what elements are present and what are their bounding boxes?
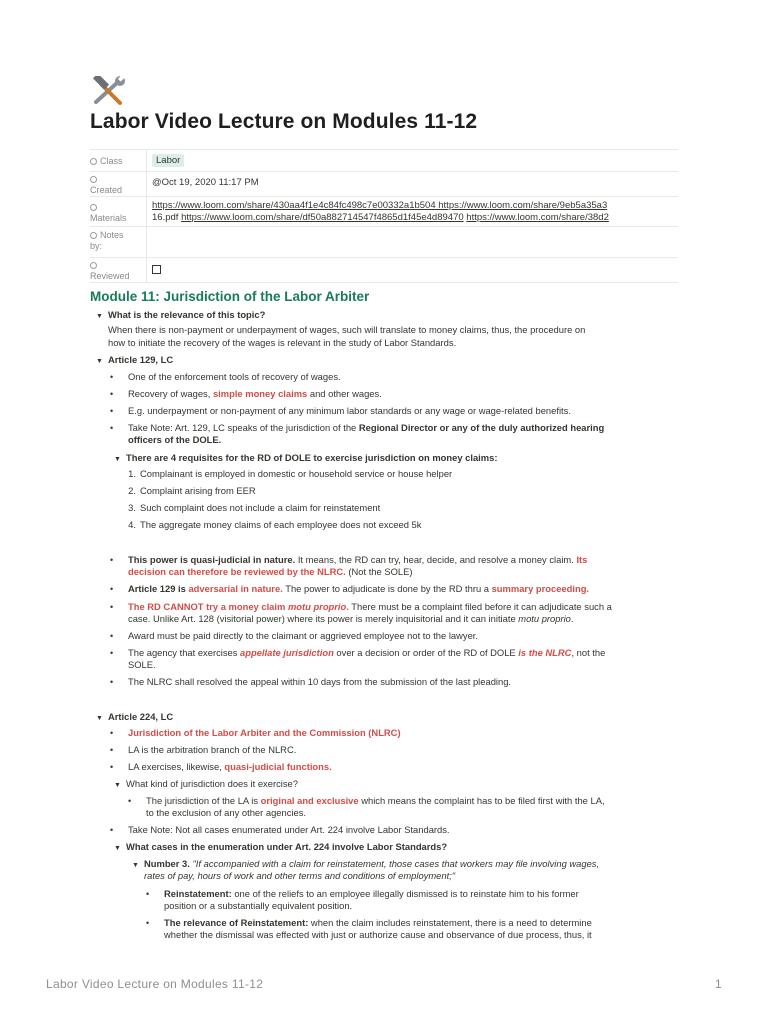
property-value-reviewed <box>152 258 678 282</box>
list-item: •LA is the arbitration branch of the NLRC. <box>110 744 296 756</box>
footer-title: Labor Video Lecture on Modules 11-12 <box>46 977 264 991</box>
toggle-triangle-icon[interactable]: ▼ <box>96 715 103 722</box>
list-item: •E.g. underpayment or non-payment of any minimum labor standards or any wage or wage-related benefits. <box>110 405 571 417</box>
list-item-continuation: to the exclusion of any other agencies. <box>146 807 306 818</box>
materials-link-2[interactable]: https://www.loom.com/share/df50a882714547f4865d1f45e4d89470 <box>181 212 464 223</box>
number-3-continuation: rates of pay, hours of work and other terms and conditions of employment;" <box>144 870 456 881</box>
toggle-relevance[interactable]: ▼ What is the relevance of this topic? <box>96 309 265 323</box>
property-name-notes: Notes by: <box>90 227 147 257</box>
notes-icon <box>90 232 97 239</box>
list-item-continuation: officers of the DOLE. <box>128 434 222 445</box>
list-item: •Jurisdiction of the Labor Arbiter and the Commission (NLRC) <box>110 727 401 739</box>
toggle-triangle-icon[interactable]: ▼ <box>114 782 121 789</box>
list-item: •The relevance of Reinstatement: when the claim includes reinstatement, there is a need to determine <box>146 917 592 929</box>
toggle-triangle-icon[interactable]: ▼ <box>96 358 103 365</box>
list-item: •Take Note: Art. 129, LC speaks of the jurisdiction of the Regional Director or any of the duly authorized hearing <box>110 422 604 434</box>
list-item-continuation: whether the dismissal was effected with just or authorize cause and observance of due process, thus, it <box>164 929 592 940</box>
hammer-and-wrench-icon <box>90 76 128 106</box>
numbered-item: 1. Complainant is employed in domestic or household service or house helper <box>128 468 453 479</box>
property-row-class <box>90 150 678 172</box>
property-name-created: Created <box>90 172 147 196</box>
toggle-number-3[interactable]: ▼ Number 3. "If accompanied with a claim for reinstatement, those cases that workers may file involving wages, <box>132 858 599 872</box>
list-item-continuation: decision can therefore be reviewed by the NLRC. (Not the SOLE) <box>128 566 413 577</box>
property-value-created[interactable]: @Oct 19, 2020 11:17 PM <box>152 177 259 188</box>
toggle-cases-labor-standards[interactable]: ▼ What cases in the enumeration under Art. 224 involve Labor Standards? <box>114 841 447 855</box>
toggle-triangle-icon[interactable]: ▼ <box>132 862 139 869</box>
list-item: •One of the enforcement tools of recovery of wages. <box>110 371 341 383</box>
property-row-notes <box>90 227 678 258</box>
numbered-item: 4. The aggregate money claims of each employee does not exceed 5k <box>128 519 422 530</box>
list-item: •Take Note: Not all cases enumerated under Art. 224 involve Labor Standards. <box>110 824 450 836</box>
attachment-icon <box>90 204 97 211</box>
class-tag[interactable]: Labor <box>152 154 184 167</box>
numbered-item: 3. Such complaint does not include a claim for reinstatement <box>128 502 381 513</box>
numbered-item: 2. Complaint arising from EER <box>128 485 256 496</box>
property-name-reviewed: Reviewed <box>90 258 147 282</box>
list-item-continuation: position or a substantially equivalent position. <box>164 900 353 911</box>
toggle-article-129[interactable]: ▼ Article 129, LC <box>96 354 173 368</box>
list-item: •Recovery of wages, simple money claims and other wages. <box>110 388 382 400</box>
materials-pdf-suffix[interactable]: 16.pdf <box>152 212 182 223</box>
list-item: •The NLRC shall resolved the appeal within 10 days from the submission of the last pleading. <box>110 676 511 688</box>
toggle-kind-of-jurisdiction[interactable]: ▼ What kind of jurisdiction does it exercise? <box>114 778 298 792</box>
property-name-class: Class <box>90 150 147 171</box>
page-number: 1 <box>715 977 722 991</box>
module-11-heading: Module 11: Jurisdiction of the Labor Arbiter <box>90 289 370 304</box>
property-row-reviewed <box>90 258 678 283</box>
properties-table <box>90 149 678 283</box>
list-item-continuation: SOLE. <box>128 659 156 670</box>
property-row-materials <box>90 197 678 227</box>
property-value-materials <box>152 197 678 226</box>
materials-link-3[interactable]: https://www.loom.com/share/38d2 <box>466 212 609 223</box>
list-item: •The agency that exercises appellate jurisdiction over a decision or order of the RD of DOLE is the NLRC, not the <box>110 647 605 659</box>
list-item: •This power is quasi-judicial in nature. It means, the RD can try, hear, decide, and resolve a money claim. Its <box>110 554 587 566</box>
list-item: •The jurisdiction of the LA is original and exclusive which means the complaint has to be filed first with the LA, <box>128 795 605 807</box>
property-row-created <box>90 172 678 197</box>
reviewed-checkbox[interactable] <box>152 265 161 274</box>
materials-link-line1[interactable]: https://www.loom.com/share/430aa4f1e4c84fc498c7e00332a1b504 https://www.loom.com/share/9eb5a35a3 <box>152 200 608 211</box>
list-item: •LA exercises, likewise, quasi-judicial functions. <box>110 761 332 773</box>
property-value-notes[interactable] <box>152 227 678 257</box>
relevance-text-2: how to initiate the recovery of the wages is relevant in the study of Labor Standards. <box>108 337 457 348</box>
clock-icon <box>90 176 97 183</box>
toggle-triangle-icon[interactable]: ▼ <box>114 845 121 852</box>
list-item-continuation: case. Unlike Art. 128 (visitorial power) where its power is merely inquisitorial and it can initiate motu proprio. <box>128 613 574 624</box>
toggle-article-224[interactable]: ▼ Article 224, LC <box>96 711 173 725</box>
toggle-requisites[interactable]: ▼ There are 4 requisites for the RD of DOLE to exercise jurisdiction on money claims: <box>114 452 497 466</box>
property-value-class[interactable] <box>152 150 678 171</box>
property-name-materials: Materials <box>90 197 147 226</box>
list-item: •The RD CANNOT try a money claim motu proprio. There must be a complaint filed before it can adjudicate such a <box>110 601 612 613</box>
checkbox-property-icon <box>90 262 97 269</box>
page-title: Labor Video Lecture on Modules 11-12 <box>90 110 478 133</box>
toggle-triangle-icon[interactable]: ▼ <box>96 313 103 320</box>
toggle-triangle-icon[interactable]: ▼ <box>114 456 121 463</box>
list-item: •Reinstatement: one of the reliefs to an employee illegally dismissed is to reinstate him to his former <box>146 888 579 900</box>
list-item: •Award must be paid directly to the claimant or aggrieved employee not to the lawyer. <box>110 630 478 642</box>
select-property-icon <box>90 158 97 165</box>
list-item: •Article 129 is adversarial in nature. The power to adjudicate is done by the RD thru a summary proceeding. <box>110 583 589 595</box>
relevance-text-1: When there is non-payment or underpayment of wages, such will translate to money claims, thus, the procedure on <box>108 324 586 335</box>
